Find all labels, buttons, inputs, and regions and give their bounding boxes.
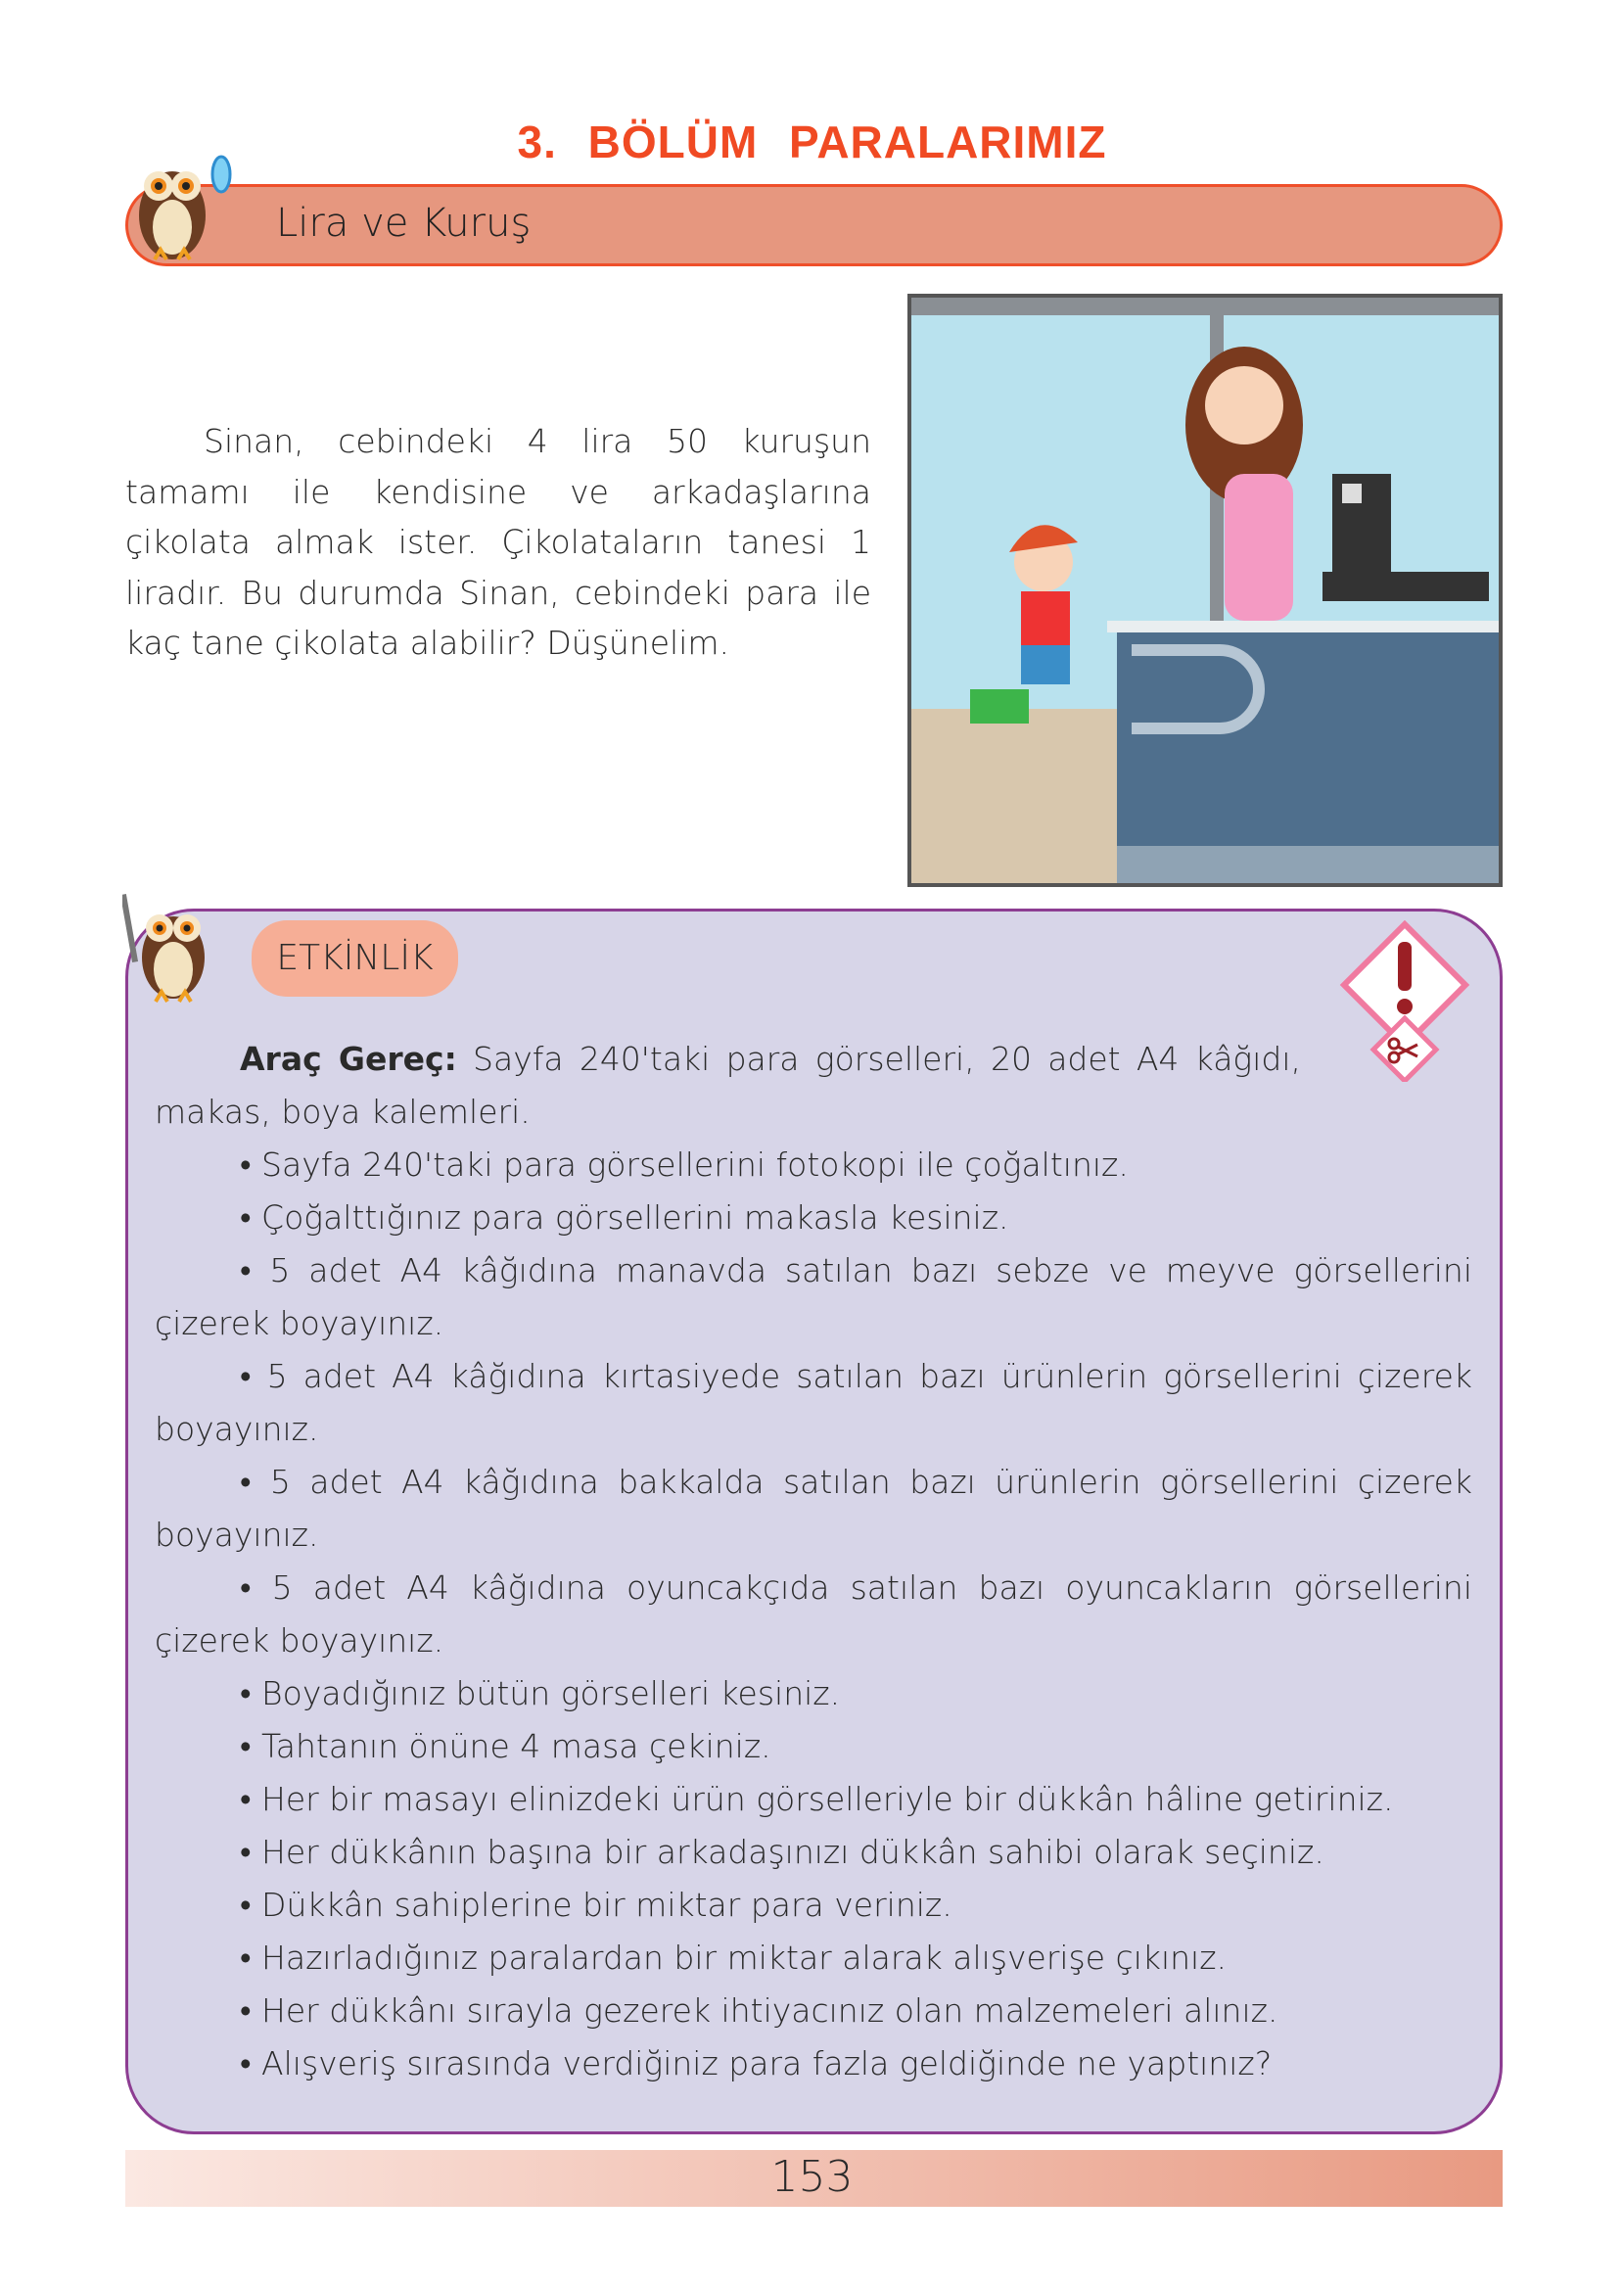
materials	[155, 1033, 1472, 1139]
step: • Her dükkânın başına bir arkadaşınızı dükkân sahibi olarak seçiniz.	[240, 1833, 1324, 1871]
section-title: Lira ve Kuruş	[276, 201, 532, 246]
step: • 5 adet A4 kâğıdına bakkalda satılan bazı ürünlerin görsellerini çizerek boyayınız.	[155, 1463, 1472, 1554]
owl-teacher-icon	[122, 889, 230, 1006]
step: • Alışveriş sırasında verdiğiniz para fazla geldiğinde ne yaptınız?	[240, 2044, 1273, 2082]
step: • Tahtanın önüne 4 masa çekiniz.	[240, 1727, 771, 1765]
activity-content	[155, 1033, 1472, 2090]
page-number: 153	[770, 2152, 854, 2202]
step: • Boyadığınız bütün görselleri kesiniz.	[240, 1674, 841, 1712]
step: • 5 adet A4 kâğıdına manavda satılan bazı sebze ve meyve görsellerini çizerek boyayınız.	[155, 1251, 1472, 1342]
step: • Dükkân sahiplerine bir miktar para veriniz.	[240, 1886, 952, 1924]
step: • 5 adet A4 kâğıdına oyuncakçıda satılan bazı oyuncakların görsellerini çizerek boyayınız.	[155, 1568, 1472, 1660]
shop-illustration	[907, 294, 1503, 887]
materials-label: Araç Gereç:	[240, 1040, 457, 1078]
activity-label: ETKİNLİK	[252, 920, 458, 997]
step: • Hazırladığınız paralardan bir miktar alarak alışverişe çıkınız.	[240, 1939, 1228, 1977]
intro-paragraph	[125, 416, 871, 669]
step: • Sayfa 240'taki para görsellerini fotokopi ile çoğaltınız.	[240, 1146, 1129, 1184]
chapter-title: 3. BÖLÜM PARALARIMIZ	[517, 117, 1107, 167]
step: • Çoğalttığınız para görsellerini makasla kesiniz.	[240, 1198, 1009, 1237]
materials-text: Sayfa 240'taki para görselleri, 20 adet A4 kâğıdı, makas, boya kalemleri.	[155, 1040, 1302, 1131]
step: • 5 adet A4 kâğıdına kırtasiyede satılan bazı ürünlerin görsellerini çizerek boyayınız.	[155, 1357, 1472, 1448]
intro-text: Sinan, cebindeki 4 lira 50 kuruşun tamamı ile kendisine ve arkadaşlarına çikolata almak ister. Çikolataların tanesi 1 liradır. Bu durumda Sinan, cebindeki para ile kaç tane çikolata alabilir? Düşünelim.	[125, 422, 871, 662]
owl-magnifier-icon	[125, 147, 233, 264]
step: • Her dükkânı sırayla gezerek ihtiyacınız olan malzemeleri alınız.	[240, 1991, 1278, 2030]
step: • Her bir masayı elinizdeki ürün görselleriyle bir dükkân hâline getiriniz.	[240, 1780, 1394, 1818]
